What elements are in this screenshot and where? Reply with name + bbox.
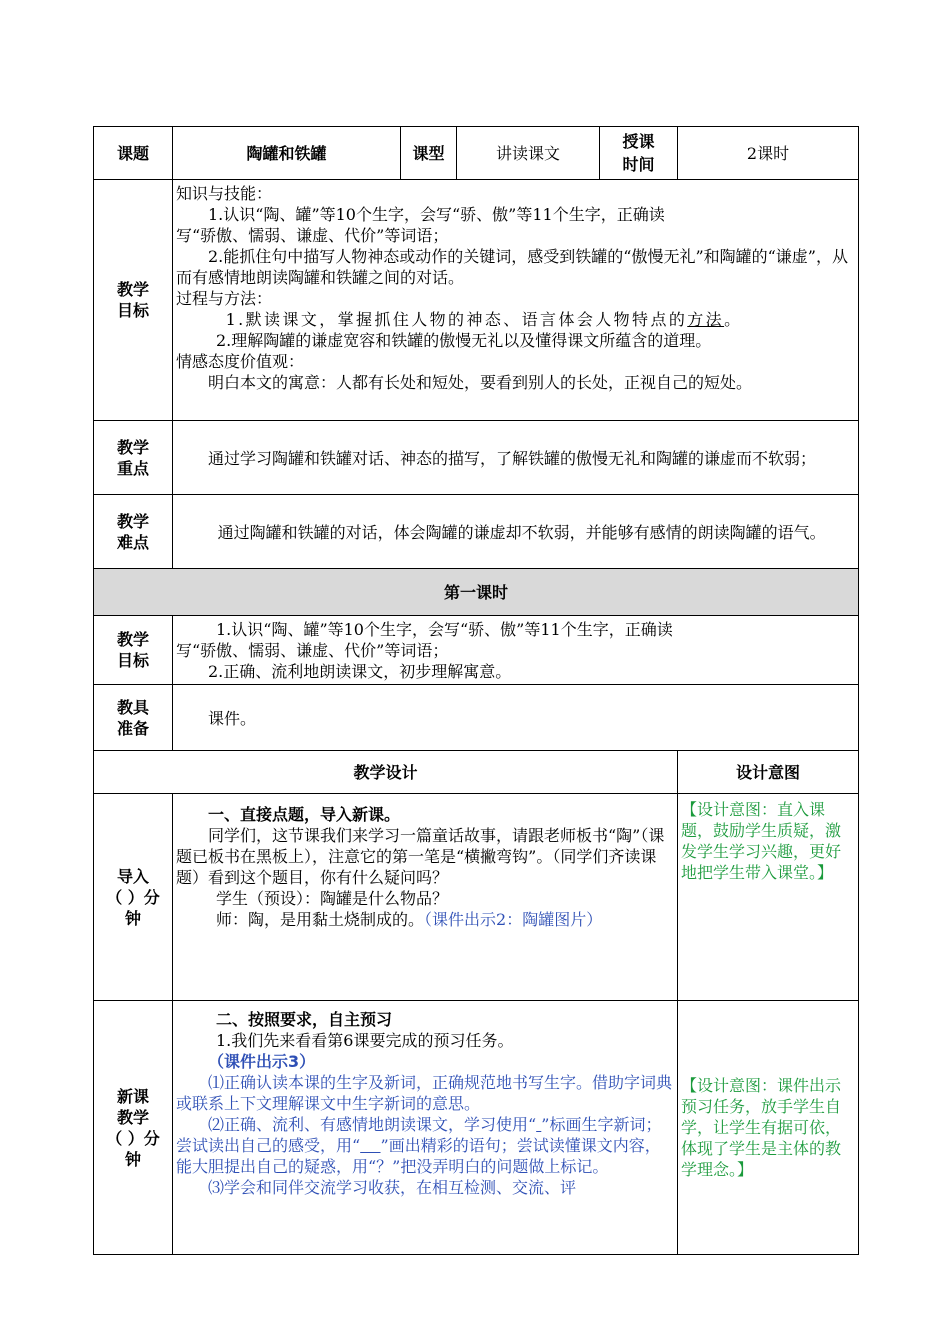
lesson1-title-row bbox=[94, 569, 859, 616]
key-points-label bbox=[94, 421, 173, 495]
difficulties-label-line2: 难点 bbox=[116, 532, 149, 552]
intro-intent: 【设计意图：直入课题，鼓励学生质疑，激发学生学习兴趣，更好地把学生带入课堂。】 bbox=[678, 794, 859, 1001]
new-lesson-item3: ⑶学会和同伴交流学习收获，在相互检测、交流、评 bbox=[208, 1178, 577, 1197]
goals-label bbox=[94, 180, 173, 421]
new-lesson-courseware: （课件出示3） bbox=[208, 1052, 316, 1071]
new-lesson-heading: 二、按照要求，自主预习 bbox=[216, 1010, 393, 1029]
lesson1-title: 第一课时 bbox=[94, 569, 859, 616]
key-points-text: 通过学习陶罐和铁罐对话、神态的描写，了解铁罐的傲慢无礼和陶罐的谦虚而不软弱； bbox=[208, 448, 817, 468]
goals-line-text: 1.默读课文，掌握抓住人物的神态、语言体会人物特点的 bbox=[225, 310, 688, 329]
intro-row bbox=[94, 794, 859, 1001]
key-points-label-line2: 重点 bbox=[116, 458, 149, 478]
type-label: 课型 bbox=[401, 127, 457, 180]
goals-content bbox=[173, 180, 859, 421]
lesson1-goals-row bbox=[94, 616, 859, 685]
wavy-line-sample bbox=[360, 1136, 380, 1155]
difficulties-content bbox=[173, 495, 859, 569]
goals-label-line1: 教学 bbox=[116, 280, 149, 299]
new-lesson-content bbox=[173, 1001, 678, 1255]
lesson1-goals-line: 1.认识“陶、罐”等10个生字，会写“骄、傲”等11个生字，正确读 bbox=[216, 620, 673, 639]
topic-value: 陶罐和铁罐 bbox=[173, 127, 401, 180]
difficulties-text: 通过陶罐和铁罐的对话，体会陶罐的谦虚却不软弱，并能够有感情的朗读陶罐的语气。 bbox=[217, 522, 826, 542]
lesson1-goals-line: 2.正确、流利地朗读课文，初步理解寓意。 bbox=[208, 662, 512, 681]
lesson-plan-table bbox=[93, 126, 859, 1255]
new-lesson-line: 1.我们先来看看第6课要完成的预习任务。 bbox=[216, 1031, 514, 1050]
intro-heading: 一、直接点题，导入新课。 bbox=[208, 805, 401, 824]
lesson1-goals-label-line2: 目标 bbox=[116, 651, 149, 670]
key-points-row bbox=[94, 421, 859, 495]
goals-row bbox=[94, 180, 859, 421]
new-lesson-item2-b: ”标画生字新词；尝试读出自己的感受，用“ bbox=[176, 1115, 662, 1155]
key-points-label-line1: 教学 bbox=[116, 437, 149, 457]
goals-line: 2.理解陶罐的谦虚宽容和铁罐的傲慢无礼以及懂得课文所蕴含的道理。 bbox=[216, 331, 712, 350]
goals-line: 1.认识“陶、罐”等10个生字，会写“骄、傲”等11个生字，正确读 bbox=[208, 205, 665, 224]
tools-label-line1: 教具 bbox=[116, 697, 149, 717]
intent-column-header: 设计意图 bbox=[678, 751, 859, 794]
difficulties-label-line1: 教学 bbox=[116, 511, 149, 531]
new-lesson-item2-a: ⑵正确、流利、有感情地朗读课文，学习使用“ bbox=[208, 1115, 537, 1134]
tools-label-line2: 准备 bbox=[116, 718, 149, 738]
goals-line-end: 。 bbox=[724, 310, 743, 329]
intro-student: 学生（预设）：陶罐是什么物品？ bbox=[216, 889, 449, 908]
goals-line-underlined: 方法 bbox=[687, 310, 725, 329]
intro-teacher-line bbox=[176, 909, 675, 930]
goals-line: 过程与方法： bbox=[176, 289, 273, 308]
goals-line: 写“骄傲、懦弱、谦虚、代价”等词语； bbox=[176, 226, 449, 245]
intro-paragraph: 同学们，这节课我们来学习一篇童话故事，请跟老师板书“陶”（课题已板书在黑板上），注意它的第一笔是“横撇弯钩”。（同学们齐读课题）看到这个题目，你有什么疑问吗？ bbox=[176, 826, 665, 887]
new-lesson-row bbox=[94, 1001, 859, 1255]
lesson1-goals-content bbox=[173, 616, 859, 685]
new-lesson-label bbox=[94, 1001, 173, 1255]
new-lesson-item2 bbox=[176, 1114, 675, 1177]
new-lesson-label-line2: 教学 bbox=[116, 1107, 149, 1127]
new-lesson-label-line3: （ ）分 bbox=[106, 1128, 160, 1148]
tools-row bbox=[94, 685, 859, 751]
goals-line: 明白本文的寓意：人都有长处和短处，要看到别人的长处，正视自己的短处。 bbox=[208, 373, 753, 392]
hours-label bbox=[600, 127, 678, 180]
hours-label-line1: 授课 bbox=[622, 132, 655, 151]
intro-teacher: 师：陶，是用黏土烧制成的。 bbox=[216, 910, 425, 929]
goals-line: 情感态度价值观： bbox=[176, 352, 305, 371]
difficulties-row bbox=[94, 495, 859, 569]
new-lesson-item1: ⑴正确认读本课的生字及新词，正确规范地书写生字。借助字词典或联系上下文理解课文中生字新词的意思。 bbox=[176, 1073, 673, 1113]
lesson1-goals-line: 写“骄傲、懦弱、谦虚、代价”等词语； bbox=[176, 641, 449, 660]
new-lesson-label-line4: 钟 bbox=[124, 1149, 141, 1169]
goals-line: 2.能抓住句中描写人物神态或动作的关键词，感受到铁罐的“傲慢无礼”和陶罐的“谦虚”，从而有感情地朗读陶罐和铁罐之间的对话。 bbox=[176, 247, 848, 287]
goals-line bbox=[176, 309, 856, 330]
new-lesson-intent: 【设计意图：课件出示预习任务，放手学生自学，让学生有据可依，体现了学生是主体的教学理念。】 bbox=[678, 1001, 859, 1255]
header-row bbox=[94, 127, 859, 180]
key-points-content bbox=[173, 421, 859, 495]
goals-line: 知识与技能： bbox=[176, 184, 273, 203]
goals-label-line2: 目标 bbox=[116, 301, 149, 320]
hours-label-line2: 时间 bbox=[622, 155, 655, 174]
tools-label bbox=[94, 685, 173, 751]
lesson1-goals-label bbox=[94, 616, 173, 685]
intro-label bbox=[94, 794, 173, 1001]
intro-label-line3: 钟 bbox=[124, 908, 141, 928]
lesson1-goals-label-line1: 教学 bbox=[116, 630, 149, 649]
tools-text: 课件。 bbox=[208, 708, 257, 728]
tools-content bbox=[173, 685, 859, 751]
difficulties-label bbox=[94, 495, 173, 569]
intro-content bbox=[173, 794, 678, 1001]
intro-label-line1: 导入 bbox=[116, 866, 149, 886]
intro-label-line2: （ ）分 bbox=[106, 887, 160, 907]
intro-courseware: （课件出示2：陶罐图片） bbox=[424, 910, 603, 929]
hours-value: 2课时 bbox=[678, 127, 859, 180]
topic-label: 课题 bbox=[94, 127, 173, 180]
type-value: 讲读课文 bbox=[457, 127, 600, 180]
new-lesson-label-line1: 新课 bbox=[116, 1086, 149, 1106]
design-column-header: 教学设计 bbox=[94, 751, 678, 794]
new-lesson-item2-c: ”画出精彩的语句；尝试读懂课文内容，能大胆提出自己的疑惑，用“？”把没弄明白的问题做上标记。 bbox=[176, 1136, 661, 1176]
design-header-row bbox=[94, 751, 859, 794]
